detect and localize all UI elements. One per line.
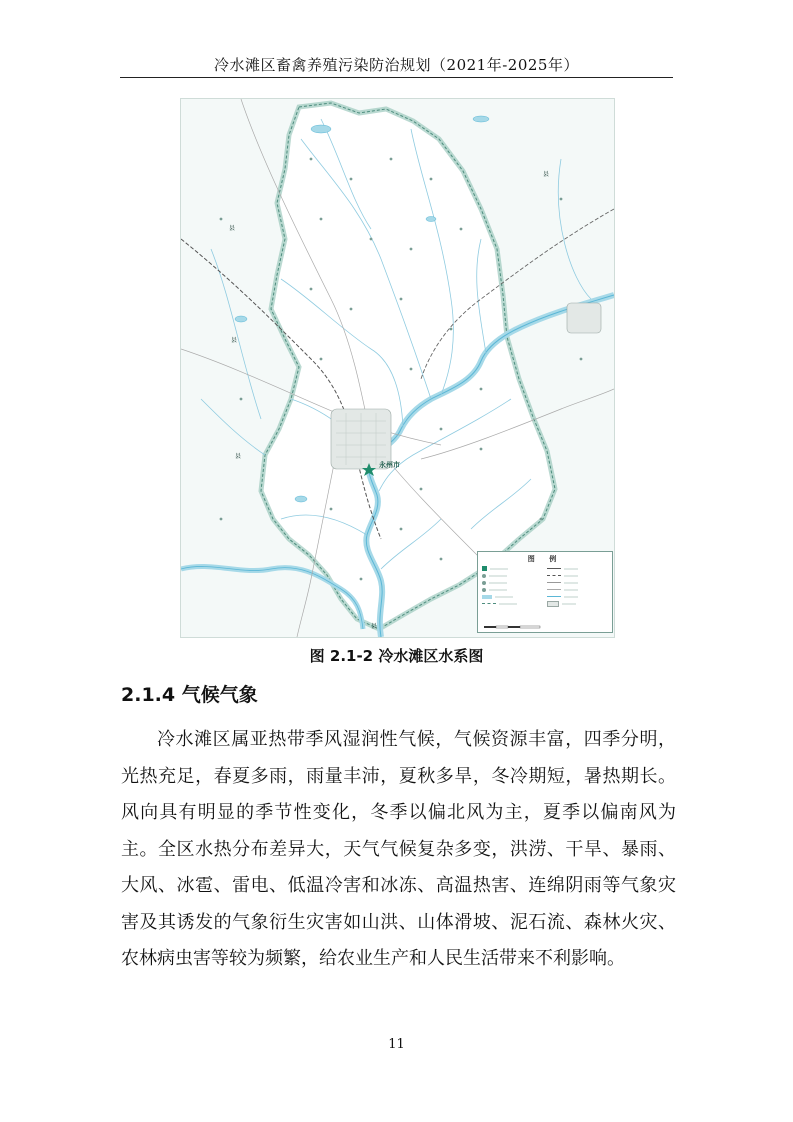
legend-scale-bar bbox=[484, 625, 544, 630]
page-header: 冷水滩区畜禽养殖污染防治规划（2021年-2025年） bbox=[214, 56, 579, 74]
water-system-map bbox=[180, 98, 615, 638]
side-label-2: 县 bbox=[231, 337, 238, 344]
section-heading: 2.1.4 气候气象 bbox=[121, 684, 258, 706]
page-number: 11 bbox=[388, 1037, 405, 1052]
side-label-4: 县 bbox=[543, 171, 550, 178]
legend-row bbox=[547, 586, 608, 593]
legend-row bbox=[482, 565, 543, 572]
city-label: 永州市 bbox=[379, 461, 400, 469]
side-label-5: 县 bbox=[371, 623, 378, 630]
legend-grid bbox=[478, 564, 612, 608]
map-legend bbox=[477, 551, 613, 633]
legend-row bbox=[547, 600, 608, 607]
legend-row bbox=[482, 586, 543, 593]
legend-row bbox=[482, 593, 543, 600]
legend-row bbox=[547, 565, 608, 572]
side-label-1: 县 bbox=[229, 225, 236, 232]
header-rule bbox=[120, 77, 673, 78]
section-paragraph: 冷水滩区属亚热带季风湿润性气候，气候资源丰富，四季分明，光热充足，春夏多雨，雨量丰沛，夏秋多旱，冬冷期短，暑热期长。风向具有明显的季节性变化，冬季以偏北风为主，夏季以偏南风为主。全区水热分布差异大，天气气候复杂多变，洪涝、干旱、暴雨、大风、冰雹、雷电、低温冷害和冰冻、高温热害、连绵阴雨等气象灾害及其诱发的气象衍生灾害如山洪、山体滑坡、泥石流、森林火灾、农林病虫害等较为频繁，给农业生产和人民生活带来不利影响。 bbox=[121, 729, 676, 969]
legend-row bbox=[547, 579, 608, 586]
side-label-3: 县 bbox=[235, 453, 242, 460]
legend-row bbox=[547, 572, 608, 579]
legend-title: 图 例 bbox=[527, 555, 563, 563]
legend-row bbox=[482, 579, 543, 586]
figure-caption: 图 2.1-2 冷水滩区水系图 bbox=[309, 647, 484, 665]
legend-row bbox=[547, 593, 608, 600]
scale-bar-graphic bbox=[484, 625, 544, 630]
legend-row bbox=[482, 572, 543, 579]
legend-row bbox=[482, 600, 543, 607]
